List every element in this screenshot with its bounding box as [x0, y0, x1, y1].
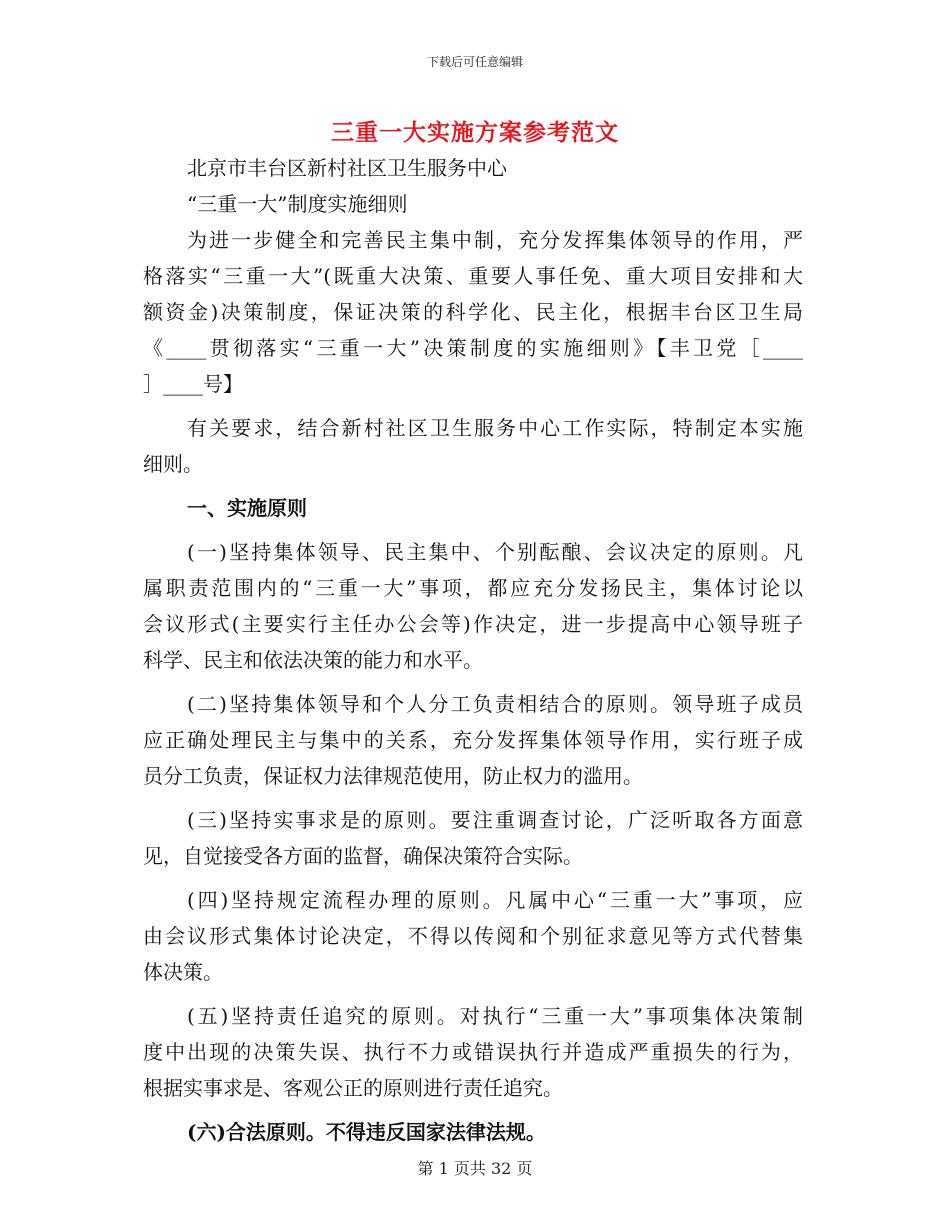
- paragraph-line: 额资金)决策制度，保证决策的科学化、民主化，根据丰台区卫生局: [143, 300, 803, 324]
- organization-line: 北京市丰台区新村社区卫生服务中心: [187, 156, 507, 180]
- page-footer: 第 1 页共 32 页: [417, 1159, 533, 1178]
- paragraph-line: 为进一步健全和完善民主集中制，充分发挥集体领导的作用，严: [187, 228, 803, 252]
- paragraph-line: 《____贯彻落实“三重一大”决策制度的实施细则》【丰卫党［____: [143, 336, 803, 360]
- paragraph-line: 员分工负责，保证权力法律规范使用，防止权力的滥用。: [143, 764, 643, 788]
- paragraph-line: ］____号】: [143, 372, 243, 396]
- paragraph-line: 细则。: [143, 452, 203, 476]
- principle-paragraph-3: [143, 802, 803, 874]
- paragraph-line: (四)坚持规定流程办理的原则。凡属中心“三重一大”事项，应: [187, 888, 803, 912]
- subtitle-line: “三重一大”制度实施细则: [187, 192, 408, 216]
- principle-paragraph-4: [143, 882, 803, 990]
- intro-paragraph: [143, 222, 803, 402]
- paragraph-line: (三)坚持实事求是的原则。要注重调查讨论，广泛听取各方面意: [187, 808, 803, 832]
- paragraph-line: 见，自觉接受各方面的监督，确保决策符合实际。: [143, 844, 583, 868]
- principle-paragraph-1: [143, 534, 803, 678]
- paragraph-line: (二)坚持集体领导和个人分工负责相结合的原则。领导班子成员: [187, 692, 803, 716]
- paragraph-line: 体决策。: [143, 960, 223, 984]
- paragraph-line: 格落实“三重一大”(既重大决策、重要人事任免、重大项目安排和大: [143, 264, 803, 288]
- paragraph-line: 根据实事求是、客观公正的原则进行责任追究。: [143, 1076, 563, 1100]
- section-heading: 一、实施原则: [187, 496, 307, 520]
- paragraph-line: (一)坚持集体领导、民主集中、个别酝酿、会议决定的原则。凡: [187, 540, 803, 564]
- paragraph-line: 有关要求，结合新村社区卫生服务中心工作实际，特制定本实施: [187, 416, 803, 440]
- paragraph-line: 应正确处理民主与集中的关系，充分发挥集体领导作用，实行班子成: [143, 728, 803, 752]
- paragraph-line: 由会议形式集体讨论决定，不得以传阅和个别征求意见等方式代替集: [143, 924, 803, 948]
- principle-paragraph-2: [143, 686, 803, 794]
- paragraph-line: (五)坚持责任追究的原则。对执行“三重一大”事项集体决策制: [187, 1004, 803, 1028]
- principle-paragraph-5: [143, 998, 803, 1106]
- intro-paragraph-2: [143, 410, 803, 482]
- paragraph-line: 属职责范围内的“三重一大”事项，都应充分发扬民主，集体讨论以: [143, 576, 803, 600]
- paragraph-line: 科学、民主和依法决策的能力和水平。: [143, 648, 483, 672]
- principle-paragraph-6: (六)合法原则。不得违反国家法律法规。: [187, 1120, 546, 1144]
- paragraph-line: 度中出现的决策失误、执行不力或错误执行并造成严重损失的行为，: [143, 1040, 803, 1064]
- document-body: [143, 150, 803, 1150]
- paragraph-line: 会议形式(主要实行主任办公会等)作决定，进一步提高中心领导班子: [143, 612, 803, 636]
- document-title: 三重一大实施方案参考范文: [331, 120, 619, 146]
- header-note: 下载后可任意编辑: [426, 55, 523, 69]
